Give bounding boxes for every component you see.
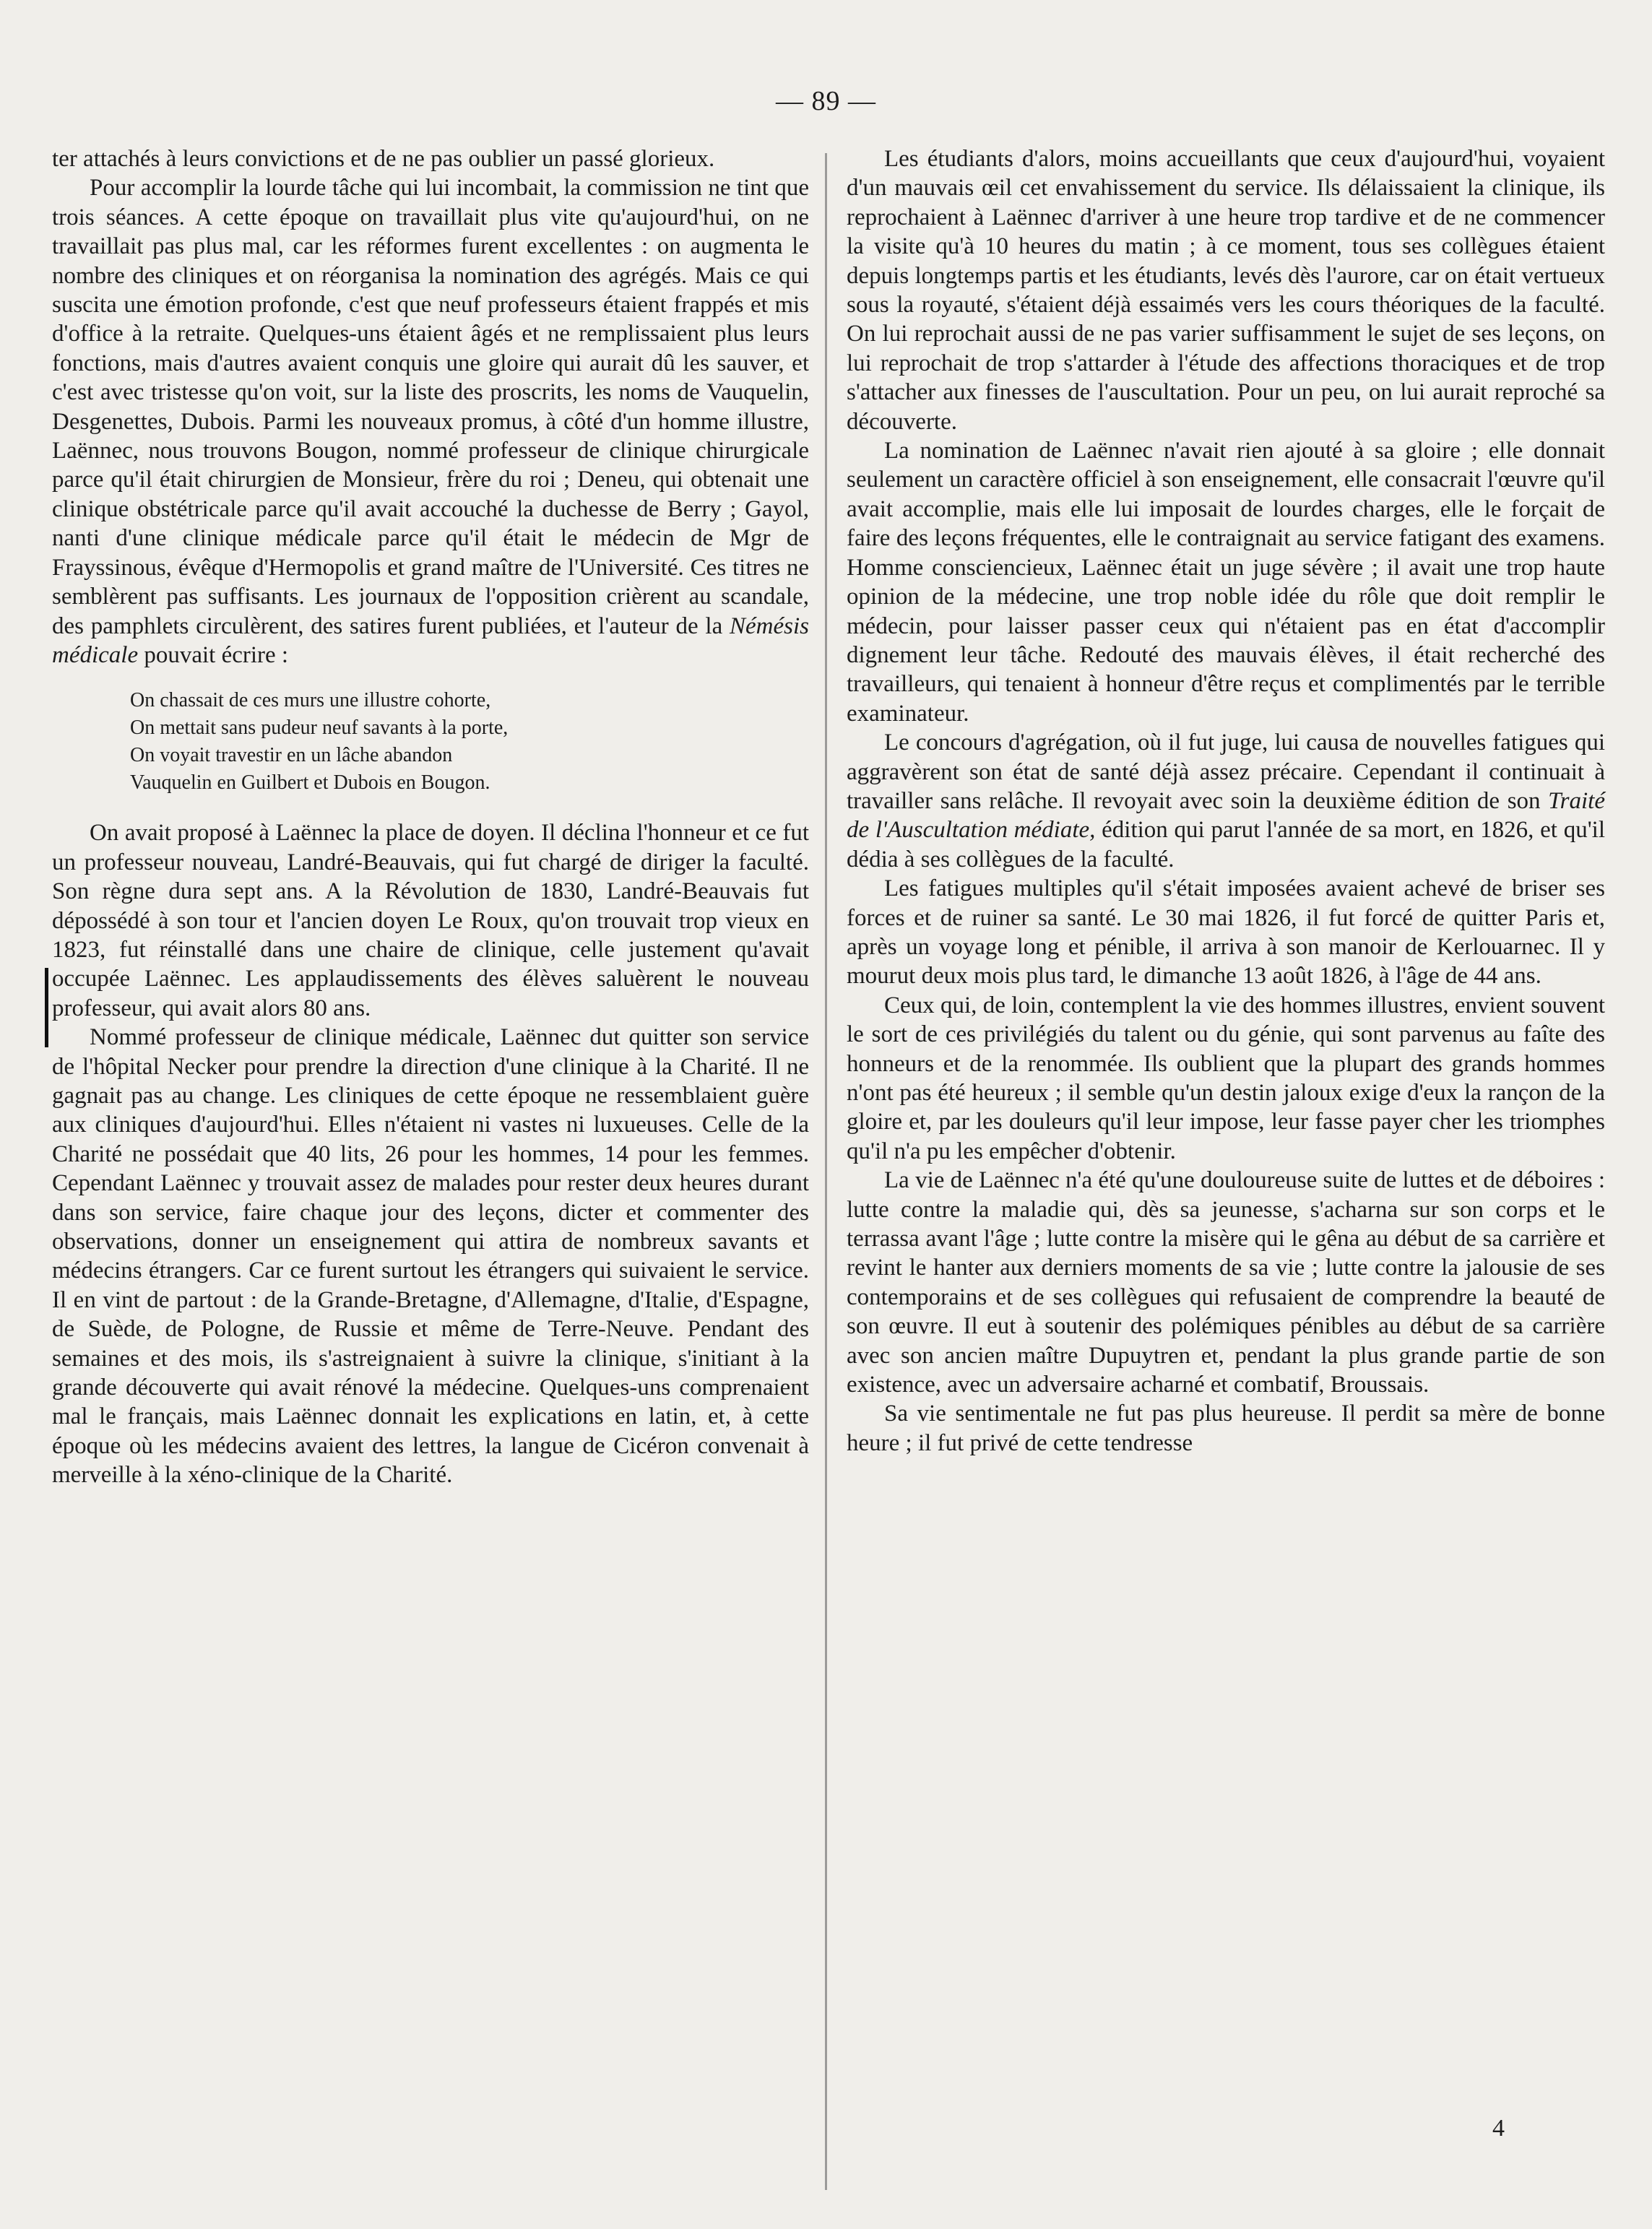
page-number: — 89 —: [776, 86, 876, 116]
paragraph-text: pouvait écrire :: [144, 641, 289, 668]
paragraph-text: édition qui parut l'année de sa mort, en 1826, et qu'il dédia à ses collègues de la faculté.: [847, 817, 1606, 873]
paragraph: ter attachés à leurs convictions et de ne pas oublier un passé glorieux.: [52, 146, 715, 172]
paragraph: Ceux qui, de loin, contemplent la vie des hommes illustres, envient souvent le sort de ces privilégiés du talent ou du génie, qui sont parvenus au faîte des honneurs et de la renommée. Ils oublient que la plupart des grands hommes n'ont pas été heureux ; il semble qu'un destin jaloux exige d'eux la rançon de la gloire et, par les douleurs qu'il leur impose, leur fasse payer cher les triomphes qu'il n'a pu les empêcher d'obtenir.: [847, 992, 1605, 1164]
verse-line: On mettait sans pudeur neuf savants à la porte,: [130, 717, 509, 740]
margin-mark: [45, 968, 48, 1047]
left-column: [52, 144, 809, 1490]
paragraph: La vie de Laënnec n'a été qu'une douloureuse suite de luttes et de déboires : lutte contre la maladie qui, dès sa jeunesse, s'acharna sur son corps et le terrassa avant l'âge ; lutte contre la misère qui le gêna au début de sa carrière et revint le hanter aux derniers moments de sa vie ; lutte contre la jalousie de ses contemporains et de ses collègues qui refusaient de comprendre la beauté de son œuvre. Il eut à soutenir des polémiques pénibles au début de sa carrière avec son ancien maître Dupuytren et, pendant la plus grande partie de son existence, avec un adversaire acharné et combatif, Broussais.: [847, 1167, 1605, 1398]
signature-number: 4: [1492, 2115, 1505, 2142]
book-title: Traité de l'Auscultation médiate,: [847, 787, 1605, 844]
paragraph: [52, 173, 809, 670]
paragraph: Les étudiants d'alors, moins accueillants que ceux d'aujourd'hui, voyaient d'un mauvais œil cet envahissement du service. Ils délaissaient la clinique, ils reprochaient à Laënnec d'arriver à une heure trop tardive et de ne commencer la visite qu'à 10 heures du matin ; à ce moment, tous ses collègues étaient depuis longtemps partis et les étudiants, levés dès l'aurore, car on était vertueux sous la royauté, s'étaient déjà essaimés vers les cours théoriques de la faculté. On lui reprochait aussi de ne pas varier suffisamment le sujet de ses leçons, on lui reprochait de trop s'attarder à l'étude des affections thoraciques et de trop s'attacher aux finesses de l'auscultation. Pour un peu, on lui aurait reproché sa découverte.: [847, 146, 1605, 435]
verse-line: On voyait travestir en un lâche abandon: [130, 744, 453, 767]
paragraph: Sa vie sentimentale ne fut pas plus heureuse. Il perdit sa mère de bonne heure ; il fut privé de cette tendresse: [847, 1401, 1605, 1456]
paragraph: Les fatigues multiples qu'il s'était imposées avaient achevé de briser ses forces et de ruiner sa santé. Le 30 mai 1826, il fut forcé de quitter Paris et, après un voyage long et pénible, il arriva à son manoir de Kerlouarnec. Il y mourut deux mois plus tard, le dimanche 13 août 1826, à l'âge de 44 ans.: [847, 875, 1605, 990]
book-title: Némésis médicale: [52, 613, 810, 668]
paragraph: On avait proposé à Laënnec la place de doyen. Il déclina l'honneur et ce fut un professeur nouveau, Landré-Beauvais, qui fut chargé de diriger la faculté. Son règne dura sept ans. A la Révolution de 1830, Landré-Beauvais fut dépossédé à son tour et l'ancien doyen Le Roux, qu'on trouvait trop vieux en 1823, fut réinstallé dans une chaire de clinique, celle justement qu'avait occupée Laënnec. Les applaudissements des élèves saluèrent le nouveau professeur, qui avait alors 80 ans.: [52, 820, 809, 1021]
paragraph: La nomination de Laënnec n'avait rien ajouté à sa gloire ; elle donnait seulement un caractère officiel à son enseignement, elle consacrait l'œuvre qu'il avait accomplie, mais elle lui imposait de lourdes charges, elle le forçait de faire des leçons fréquentes, elle le contraignait au service fatigant des examens. Homme consciencieux, Laënnec était un juge sévère ; il avait une trop haute opinion de la médecine, une trop noble idée du rôle que doit remplir le médecin, pour laisser passer ceux qui n'étaient pas en état d'accomplir dignement leur tâche. Redouté des mauvais élèves, il était recherché des travailleurs, qui tenaient à honneur d'être reçus et complimentés par le terrible examinateur.: [847, 438, 1605, 727]
paragraph-text: Le concours d'agrégation, où il fut juge, lui causa de nouvelles fatigues qui aggravèrent son état de santé déjà assez précaire. Cependant il continuait à travailler sans relâche. Il revoyait avec soin la deuxième édition de son: [847, 730, 1605, 814]
paragraph: [847, 728, 1605, 874]
verse-line: On chassait de ces murs une illustre cohorte,: [130, 689, 491, 712]
paragraph: Nommé professeur de clinique médicale, Laënnec dut quitter son service de l'hôpital Necker pour prendre la direction d'une clinique à la Charité. Il ne gagnait pas au change. Les cliniques de cette époque ne ressemblaient guère aux cliniques d'aujourd'hui. Elles n'étaient ni vastes ni luxueuses. Celle de la Charité ne possédait que 40 lits, 26 pour les hommes, 14 pour les femmes. Cependant Laënnec y trouvait assez de malades pour rester deux heures durant dans son service, faire chaque jour des leçons, dicter et commenter des observations, donner un enseignement qui attira de nombreux savants et médecins étrangers. Car ce furent surtout les étrangers qui suivaient le service. Il en vint de partout : de la Grande-Bretagne, d'Allemagne, d'Italie, d'Espagne, de Suède, de Pologne, de Russie et même de Terre-Neuve. Pendant des semaines et des mois, ils s'astreignaient à suivre la clinique, s'initiant à la grande découverte qui avait rénové la médecine. Quelques-uns comprenaient mal le français, mais Laënnec donnait les explications en latin, et, à cette époque où les médecins avaient des lettres, la langue de Cicéron convenait à merveille à la xéno-clinique de la Charité.: [52, 1024, 809, 1489]
column-divider: [825, 153, 827, 2190]
verse-quote: [130, 687, 809, 797]
right-column: [847, 144, 1605, 1458]
paragraph-text: Pour accomplir la lourde tâche qui lui incombait, la commission ne tint que trois séances. A cette époque on travaillait plus vite qu'aujourd'hui, on ne travaillait pas plus mal, car les réformes furent excellentes : on augmenta le nombre des cliniques et on réorganisa la nomination des agrégés. Mais ce qui suscita une émotion profonde, c'est que neuf professeurs étaient frappés et mis d'office à la retraite. Quelques-uns étaient âgés et ne remplissaient plus leurs fonctions, mais d'autres avaient conquis une gloire qui aurait dû les sauver, et c'est avec tristesse qu'on voit, sur la liste des proscrits, les noms de Vauquelin, Desgenettes, Dubois. Parmi les nouveaux promus, à côté d'un homme illustre, Laënnec, nous trouvons Bougon, nommé professeur de clinique chirurgicale parce qu'il était chirurgien de Monsieur, frère du roi ; Deneu, qui obtenait une clinique obstétricale parce qu'il avait accouché la duchesse de Berry ; Gayol, nanti d'une clinique médicale parce qu'il était le médecin de Mgr de Frayssinous, évêque d'Hermopolis et grand maître de l'Université. Ces titres ne semblèrent pas suffisants. Les journaux de l'opposition crièrent au scandale, des pamphlets circulèrent, des satires furent publiées, et l'auteur de la: [52, 175, 809, 639]
verse-line: Vauquelin en Guilbert et Dubois en Bougon.: [130, 771, 490, 795]
